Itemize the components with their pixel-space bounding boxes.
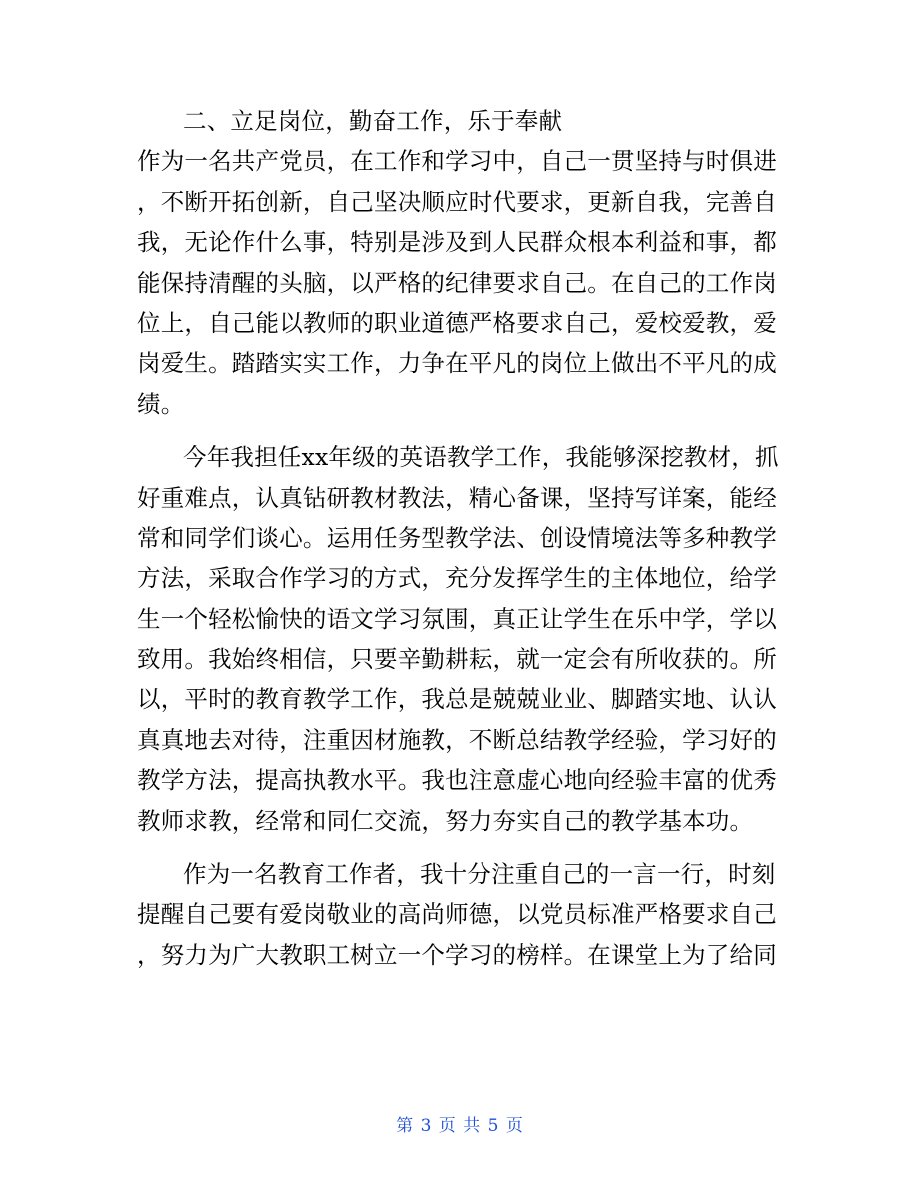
paragraph-1 — [137, 141, 787, 424]
paragraph-line: 提醒自己要有爱岗敬业的高尚师德，以党员标准严格要求自己 — [137, 900, 777, 929]
paragraph-line: 教学方法，提高执教水平。我也注意虚心地向经验丰富的优秀 — [137, 766, 777, 795]
paragraph-line: 今年我担任xx年级的英语教学工作，我能够深挖教材，抓 — [183, 443, 779, 472]
paragraph-line: 致用。我始终相信，只要辛勤耕耘，就一定会有所收获的。所 — [137, 645, 777, 674]
paragraph-line: 以，平时的教育教学工作，我总是兢兢业业、脚踏实地、认认 — [137, 685, 777, 714]
paragraph-line: 常和同学们谈心。运用任务型教学法、创设情境法等多种教学 — [137, 523, 777, 552]
paragraph-line: ，不断开拓创新，自己坚决顺应时代要求，更新自我，完善自 — [137, 187, 777, 216]
paragraph-line: 生一个轻松愉快的语文学习氛围，真正让学生在乐中学，学以 — [137, 604, 777, 633]
paragraph-line: 位上，自己能以教师的职业道德严格要求自己，爱校爱教，爱 — [137, 308, 777, 337]
paragraph-line: 绩。 — [137, 389, 185, 418]
paragraph-line: 方法，采取合作学习的方式，充分发挥学生的主体地位，给学 — [137, 564, 777, 593]
paragraph-line: 能保持清醒的头脑，以严格的纪律要求自己。在自己的工作岗 — [137, 268, 777, 297]
paragraph-line: 教师求教，经常和同仁交流，努力夯实自己的教学基本功。 — [137, 806, 754, 835]
paragraph-2 — [137, 437, 787, 841]
paragraph-line: 真真地去对待，注重因材施教，不断总结教学经验，学习好的 — [137, 725, 777, 754]
paragraph-line: ，努力为广大教职工树立一个学习的榜样。在课堂上为了给同 — [137, 940, 777, 969]
paragraph-line: 作为一名教育工作者，我十分注重自己的一言一行，时刻 — [183, 860, 776, 889]
paragraph-3 — [137, 854, 787, 975]
paragraph-spacer — [137, 424, 787, 437]
paragraph-line: 我，无论作什么事，特别是涉及到人民群众根本利益和事，都 — [137, 228, 777, 257]
paragraph-line: 岗爱生。踏踏实实工作，力争在平凡的岗位上做出不平凡的成 — [137, 349, 777, 378]
paragraph-spacer — [137, 841, 787, 854]
paragraph-line: 好重难点，认真钻研教材教法，精心备课，坚持写详案，能经 — [137, 483, 777, 512]
document-body — [137, 101, 787, 975]
paragraph-line: 作为一名共产党员，在工作和学习中，自己一贯坚持与时俱进 — [137, 147, 777, 176]
section-heading: 二、立足岗位，勤奋工作，乐于奉献 — [183, 107, 563, 135]
page-number-footer: 第 3 页 共 5 页 — [396, 1116, 524, 1136]
